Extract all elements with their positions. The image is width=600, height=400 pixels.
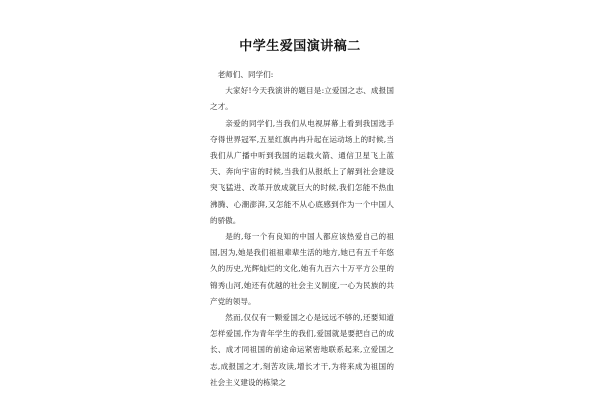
paragraph-4: 然而,仅仅有一颗爱国之心是远远不够的,还要知道怎样爱国,作为青年学生的我们,爱国就是要把自己的成长、成才同祖国的前途命运紧密地联系起来,立爱国之志,成报国之才,刻苦攻读,增长才干,为将来成为祖国的社会主义建设的栋梁之: [210, 313, 394, 387]
document-title: 中学生爱国演讲稿二: [239, 39, 361, 54]
salutation: 老师们、同学们:: [217, 70, 274, 79]
document-body: [210, 67, 394, 391]
paragraph-3: 是的,每一个有良知的中国人都应该热爱自己的祖国,因为,她是我们祖祖辈辈生活的地方,她已有五千年悠久的历史,光辉灿烂的文化,她有九百六十万平方公里的锦秀山河,她还有优越的社会主义制度,一心为民族的共产党的领导。: [210, 232, 394, 306]
paragraph-1: 大家好!今天我演讲的题目是:立爱国之志、成报国之才。: [210, 86, 394, 112]
paragraph-2: 亲爱的同学们,当我们从电视屏幕上看到我国选手夺得世界冠军,五星红旗冉冉升起在运动场上的时候,当我们从广播中听到我国的运载火箭、通信卫星飞上蓝天、奔向宇宙的时候,当我们从报纸上了解到社会建设突飞猛进、改革开放成就巨大的时候,我们怎能不热血沸腾、心潮澎湃,又怎能不从心底感到作为一个中国人的骄傲。: [210, 118, 394, 225]
